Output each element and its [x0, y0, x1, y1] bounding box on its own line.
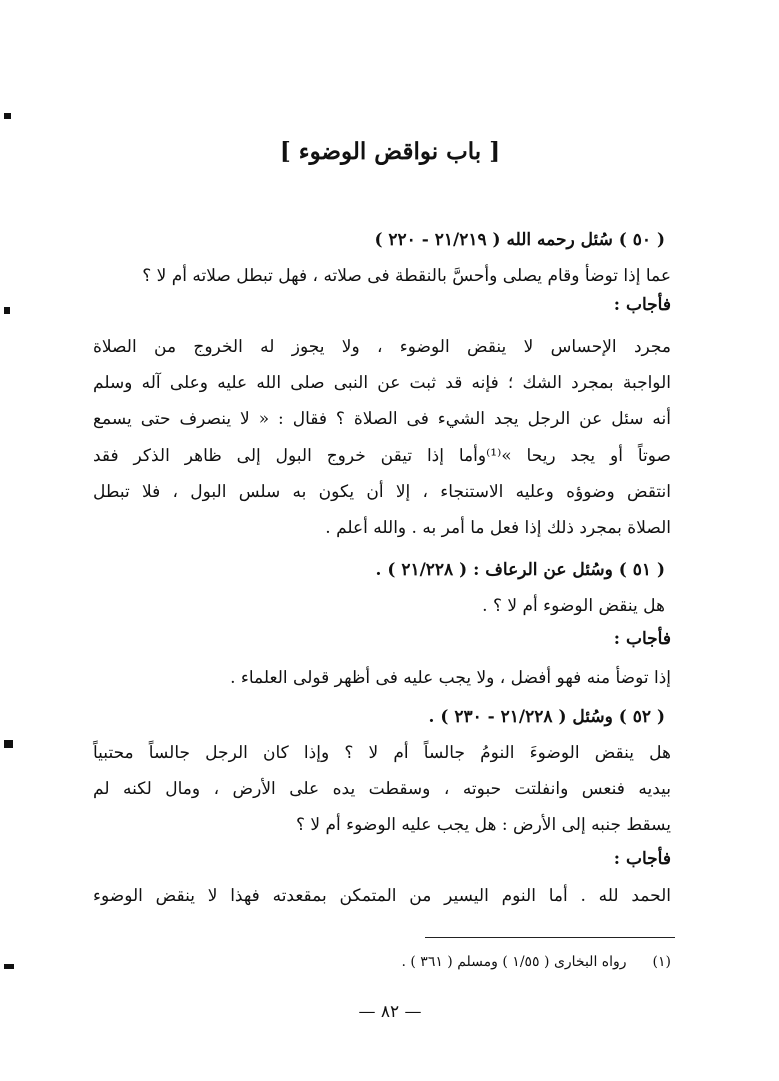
text-line: إذا توضأ منه فهو أفضل ، ولا يجب عليه فى أظهر قولى العلماء .	[230, 668, 671, 688]
scan-mark	[4, 113, 11, 119]
text-line: هل ينقض الوضوءَ النومُ جالساً أم لا ؟ وإذا كان الرجل جالساً محتبياً	[93, 743, 671, 763]
question-header: ( ٥٢ ) وسُئل ( ٢١/٢٢٨ - ٢٣٠ ) .	[428, 707, 665, 727]
text-line: الصلاة بمجرد ذلك إذا فعل ما أمر به . والله أعلم .	[325, 518, 671, 538]
text-line: هل ينقض الوضوء أم لا ؟ .	[482, 596, 665, 616]
answer-label: فأجاب :	[613, 849, 671, 869]
text-line: مجرد الإحساس لا ينقض الوضوء ، ولا يجوز له الخروج من الصلاة	[93, 337, 671, 357]
question-header: ( ٥١ ) وسُئل عن الرعاف : ( ٢١/٢٢٨ ) .	[375, 560, 665, 580]
text-line: عما إذا توضأ وقام يصلى وأحسَّ بالنقطة فى صلاته ، فهل تبطل صلاته أم لا ؟	[142, 266, 671, 286]
text-line: انتقض وضوؤه وعليه الاستنجاء ، إلا أن يكون به سلس البول ، فلا تبطل	[93, 482, 671, 502]
text-line: الحمد لله . أما النوم اليسير من المتمكن بمقعدته فهذا لا ينقض الوضوء	[93, 886, 671, 906]
text-line: الواجبة بمجرد الشك ؛ فإنه قد ثبت عن النبى صلى الله عليه وعلى آله وسلم	[93, 373, 671, 393]
footnote	[93, 954, 671, 970]
question-header: ( ٥٠ ) سُئل رحمه الله ( ٢١/٢١٩ - ٢٢٠ )	[374, 230, 665, 250]
footnote-number: (١)	[652, 954, 671, 970]
scan-mark	[4, 740, 13, 748]
footnote-text: رواه البخارى ( ١/٥٥ ) ومسلم ( ٣٦١ ) .	[401, 954, 627, 970]
text-line: صوتاً أو يجد ريحا »⁽¹⁾وأما إذا تيقن خروج البول إلى ظاهر الذكر فقد	[93, 446, 671, 466]
text-line: يسقط جنبه إلى الأرض : هل يجب عليه الوضوء أم لا ؟	[295, 815, 671, 835]
answer-label: فأجاب :	[613, 629, 671, 649]
text-line: بيديه فنعس وانفلتت حبوته ، وسقطت يده على الأرض ، ومال لكنه لم	[93, 779, 671, 799]
scan-mark	[4, 307, 10, 314]
scan-mark	[4, 964, 14, 969]
footnote-separator	[425, 937, 675, 938]
text-line: أنه سئل عن الرجل يجد الشيء فى الصلاة ؟ فقال : « لا ينصرف حتى يسمع	[93, 409, 671, 429]
page-number: — ٨٢ —	[358, 1002, 422, 1022]
chapter-heading: [ باب نواقض الوضوء ]	[279, 138, 501, 165]
answer-label: فأجاب :	[613, 295, 671, 315]
